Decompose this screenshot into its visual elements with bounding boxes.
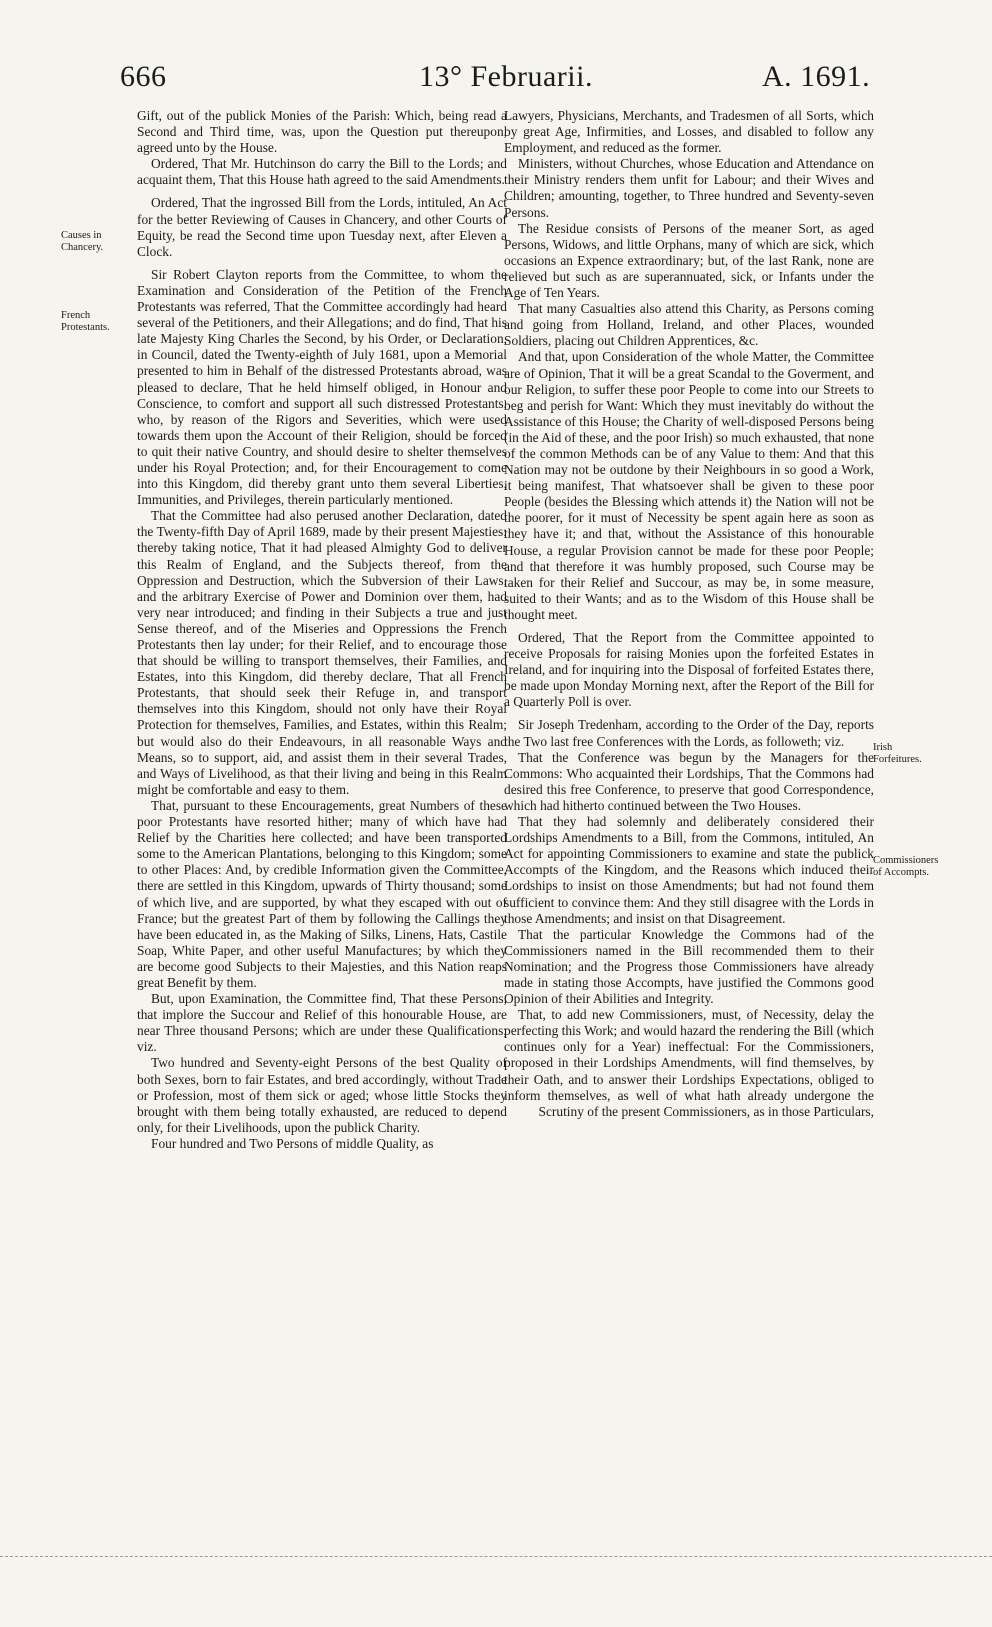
paragraph: Lawyers, Physicians, Merchants, and Tradesmen of all Sorts, which by great Age, Infirmities, and Losses, and disabled to follow any Employment, and reduced as the former.	[504, 108, 874, 156]
paragraph: That the Conference was begun by the Managers for the Commons: Who acquainted their Lordships, That the Commons had desired this free Conference, to preserve that good Correspondence, which had hitherto continued between the Two Houses.	[504, 749, 874, 813]
paragraph: That, to add new Commissioners, must, of Necessity, delay the perfecting this Work; and would hazard the rendering the Bill (which continues only for a Year) ineffectual: For the Commissioners, proposed in their Lordships Amendments, will find themselves, by their Oath, and to answer their Lordships Expectations, obliged to inform themselves, as well of what hath already undergone the Scrutiny of the present Commissioners, as in those Particulars,	[504, 1007, 874, 1119]
paragraph: That, pursuant to these Encouragements, great Numbers of these poor Protestants have resorted hither; many of which have had Relief by the Charities here collected; and have been transported some to the American Plantations, belonging to this Kingdom; some to other Places: And, by credible Information given the Committee, there are settled in this Kingdom, upwards of Thirty thousand; some of which live, and are supported, by what they escaped with out of France; but the greatest Part of them by following the Callings they have been educated in, as the Making of Silks, Linens, Hats, Castile Soap, White Paper, and other useful Manufactures; by which they are become good Subjects to their Majesties, and this Nation reaps great Benefit by them.	[137, 797, 507, 990]
page-date: 13° Februarii.	[419, 60, 593, 93]
paragraph: Sir Robert Clayton reports from the Committee, to whom the Examination and Consideration of the Petition of the French Protestants was referred, That the Committee accordingly had heard several of the Petitioners, and their Allegations; and do find, That his late Majesty King Charles the Second, by his Order, or Declaration, in Council, dated the Twenty-eighth of July 1681, upon a Memorial presented to him in Behalf of the distressed Protestants abroad, was pleased to declare, That he held himself obliged, in Honour and Conscience, to comfort and support all such distressed Protestants, who, by reason of the Rigors and Severities, which were used towards them upon the Account of their Religion, should be forced to quit their native Country, and should desire to shelter themselves under his Royal Protection; and, for their Encouragement to come into this Kingdom, did thereby grant unto them several Liberties, Immunities, and Privileges, therein particularly mentioned.	[137, 266, 507, 508]
page-header	[0, 60, 992, 104]
paragraph: Four hundred and Two Persons of middle Quality, as	[151, 1135, 434, 1151]
paragraph: That the particular Knowledge the Commons had of the Commissioners named in the Bill recommended them to their Nomination; and the Progress those Commissioners have already made in stating those Accompts, have justified the Commons good Opinion of their Abilities and Integrity.	[504, 926, 874, 1007]
right-column	[504, 108, 874, 1120]
page-year: A. 1691.	[762, 60, 871, 93]
paragraph: Two hundred and Seventy-eight Persons of the best Quality of both Sexes, born to fair Estates, and bred accordingly, without Trade or Profession, most of them sick or aged; whose little Stocks they brought with them being totally exhausted, are reduced to depend only, for their Livelihoods, upon the publick Charity.	[137, 1055, 507, 1135]
margin-note-causes: Causes in Chancery.	[61, 230, 104, 253]
paragraph: That the Committee had also perused another Declaration, dated the Twenty-fifth Day of April 1689, made by their present Majesties; thereby taking notice, That it had pleased Almighty God to deliver this Realm of England, and the Subjects thereof, from the Oppression and Destruction, which the Subversion of their Laws, and the arbitrary Exercise of Power and Dominion over them, had very near introduced; and finding in their Subjects a true and just Sense thereof, and of the Miseries and Oppressions the French Protestants then lay under; for their Relief, and to encourage those that should be willing to transport themselves, their Families, and Estates, into this Kingdom, did thereby declare, That all French Protestants, that should seek their Refuge in, and transport themselves into this Kingdom, should not only have their Royal Protection for themselves, Families, and Estates, within this Realm; but would also do their Endeavours, in all reasonable Ways and Means, so to support, aid, and assist them in their several Trades, and Ways of Livelihood, as that their living and being in this Realm might be comfortable and easy to them.	[137, 508, 507, 797]
paragraph: Ministers, without Churches, whose Education and Attendance on their Ministry renders them unfit for Labour; and their Wives and Children; amounting, together, to Three hundred and Seventy-seven Persons.	[504, 156, 874, 220]
paragraph: Gift, out of the publick Monies of the Parish: Which, being read a Second and Third time, was, upon the Question put thereupon, agreed unto by the House.	[137, 108, 507, 156]
paragraph: And that, upon Consideration of the whole Matter, the Committee are of Opinion, That it will be a great Scandal to the Goverment, and our Religion, to suffer these poor People to come into our Streets to beg and perish for Want: Which they must inevitably do without the Assistance of this House; the Charity of well-disposed Persons being (in the Aid of these, and the poor Irish) so much exhausted, that none of the common Methods can be of any Value to them: And that this Nation may not be outdone by their Neighbours in so good a Work, it being manifest, That whatsoever shall be given to these poor People (besides the Blessing which attends it) the Nation will not be the poorer, for it must of Necessity be spent again here as soon as they have it; and that, without the Assistance of this honourable House, a regular Provision cannot be made for these poor People; and that therefore it was humbly proposed, such Course may be taken for their Relief and Succour, as may be, in some measure, suited to their Wants; and as to the Wisdom of this House shall be thought meet.	[504, 349, 875, 622]
page-number: 666	[120, 60, 167, 93]
paragraph: Ordered, That Mr. Hutchinson do carry the Bill to the Lords; and acquaint them, That this House hath agreed to the said Amendments.	[137, 156, 507, 188]
margin-note-french: French Protestants.	[61, 310, 110, 333]
margin-note-irish: Irish Forfeitures.	[873, 742, 922, 765]
margin-note-commissioners: Commissioners of Accompts.	[873, 855, 939, 878]
paragraph: Ordered, That the Report from the Committee appointed to receive Proposals for raising Monies upon the forfeited Estates in Ireland, and for inquiring into the Disposal of forfeited Estates there, be made upon Monday Morning next, after the Report of the Bill for a Quarterly Poll is over.	[504, 630, 874, 710]
paragraph: Sir Joseph Tredenham, according to the Order of the Day, reports the Two last free Conferences with the Lords, as followeth; viz.	[504, 717, 874, 749]
paragraph: The Residue consists of Persons of the meaner Sort, as aged Persons, Widows, and little Orphans, many of which are sick, which occasions an Expence extraordinary; but, of the last Rank, none are relieved but such as are superannuated, sick, or Infants under the Age of Ten Years.	[504, 220, 874, 301]
paragraph: But, upon Examination, the Committee find, That these Persons, that implore the Succour and Relief of this honourable House, are near Three thousand Persons; which are under these Qualifications; viz.	[137, 991, 507, 1055]
paragraph: Ordered, That the ingrossed Bill from the Lords, intituled, An Act for the better Reviewing of Causes in Chancery, and other Courts of Equity, be read the Second time upon Tuesday next, after Eleven a Clock.	[137, 195, 507, 259]
page-bottom-rule	[0, 1556, 992, 1557]
paragraph: That many Casualties also attend this Charity, as Persons coming and going from Holland, Ireland, and other Places, wounded Soldiers, placing out Children Apprentices, &c.	[504, 301, 874, 349]
left-column	[137, 108, 507, 1152]
paragraph: That they had solemnly and deliberately considered their Lordships Amendments to a Bill, from the Commons, intituled, An Act for appointing Commissioners to examine and state the publick Accompts of the Kingdom, and the Reasons which induced their Lordships to insist on those Amendments; but had not found them sufficient to convince them: And they still disagree with the Lords in those Amendments; and insist on that Disagreement.	[504, 814, 874, 926]
